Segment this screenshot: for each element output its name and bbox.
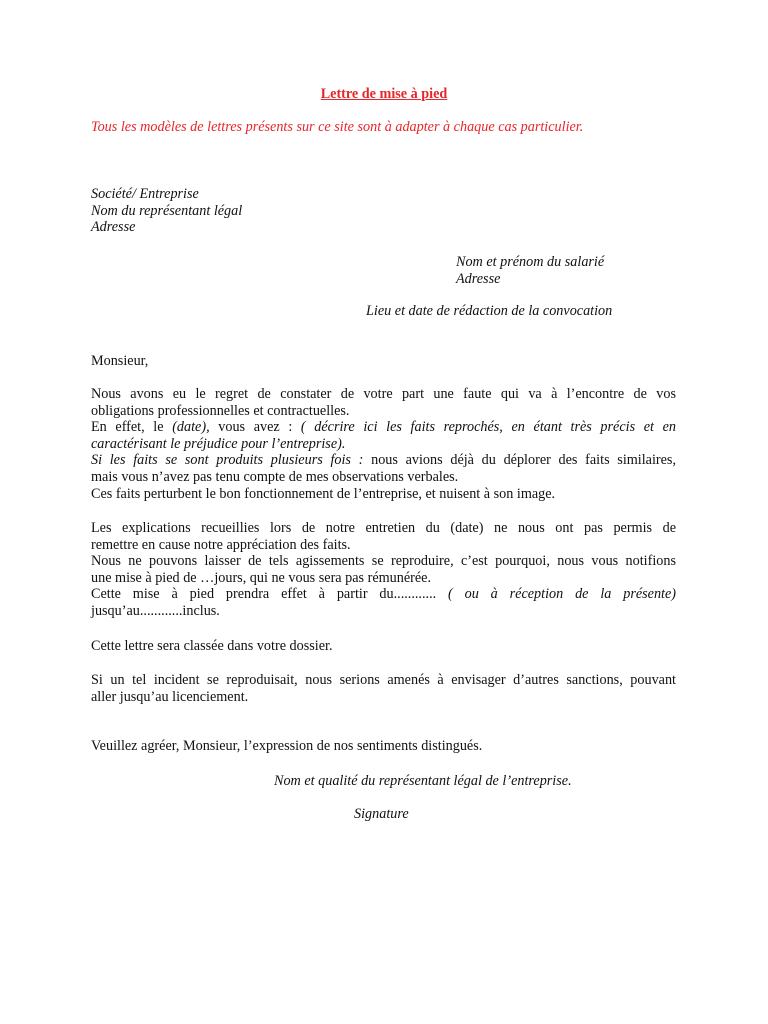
signature-label: Signature (354, 806, 409, 822)
paragraph-line: Ces faits perturbent le bon fonctionnement de l’entreprise, et nuisent à son image. (91, 485, 556, 502)
paragraph-line (91, 586, 676, 603)
instruction-placeholder: ( ou à réception de la présente) (448, 586, 677, 603)
text-segment: Cette mise à pied prendra effet à partir du............ (91, 586, 437, 603)
recipient-address: Adresse (456, 270, 501, 287)
paragraph-line: Si un tel incident se reproduisait, nous serions amenés à envisager d’autres sanctions, pouvant (91, 672, 676, 688)
paragraph-line: caractérisant le préjudice pour l’entreprise). (91, 435, 346, 452)
paragraph-file-note (91, 638, 676, 655)
text-segment: vous avez : (218, 419, 293, 436)
date-placeholder: (date), (172, 419, 210, 436)
paragraph-warning (91, 672, 676, 705)
paragraph-facts (91, 386, 676, 502)
paragraph-line (91, 452, 676, 469)
instruction-placeholder: ( décrire ici les faits reprochés, en étant très précis et en (300, 419, 677, 436)
sender-block (91, 186, 242, 236)
text-segment: En effet, le (91, 419, 164, 436)
place-and-date: Lieu et date de rédaction de la convocation (366, 303, 613, 319)
instruction-placeholder: Si les faits se sont produits plusieurs fois : (91, 452, 364, 469)
disclaimer-note: Tous les modèles de lettres présents sur ce site sont à adapter à chaque cas particulier. (91, 119, 584, 135)
letter-title: Lettre de mise à pied (320, 86, 448, 102)
paragraph-line (91, 419, 676, 436)
sender-company: Société/ Entreprise (91, 186, 199, 202)
paragraph-line: Nous ne pouvons laisser de tels agissements se reproduire, c’est pourquoi, nous vous notifions (91, 553, 676, 570)
recipient-block (456, 254, 604, 287)
sender-representative: Nom du représentant légal (91, 202, 243, 219)
sender-address: Adresse (91, 219, 136, 236)
paragraph-line: mais vous n’avez pas tenu compte de mes observations verbales. (91, 468, 459, 485)
paragraph-line: remettre en cause notre appréciation des faits. (91, 536, 351, 553)
paragraph-line: Les explications recueillies lors de notre entretien du (date) ne nous ont pas permis de (91, 520, 676, 536)
salutation: Monsieur, (91, 353, 149, 369)
text-segment: nous avions déjà du déplorer des faits similaires, (371, 452, 677, 469)
closing-formula: Veuillez agréer, Monsieur, l’expression de nos sentiments distingués. (91, 738, 483, 754)
paragraph-line: une mise à pied de …jours, qui ne vous sera pas rémunérée. (91, 569, 432, 586)
paragraph-line: Cette lettre sera classée dans votre dossier. (91, 638, 333, 654)
paragraph-line: obligations professionnelles et contractuelles. (91, 402, 350, 419)
paragraph-line: Nous avons eu le regret de constater de votre part une faute qui va à l’encontre de vos (91, 386, 676, 402)
paragraph-line: aller jusqu’au licenciement. (91, 688, 249, 705)
representative-title: Nom et qualité du représentant légal de l’entreprise. (274, 773, 572, 789)
recipient-name: Nom et prénom du salarié (456, 254, 605, 270)
paragraph-sanction (91, 520, 676, 620)
paragraph-line: jusqu’au............inclus. (91, 602, 220, 619)
